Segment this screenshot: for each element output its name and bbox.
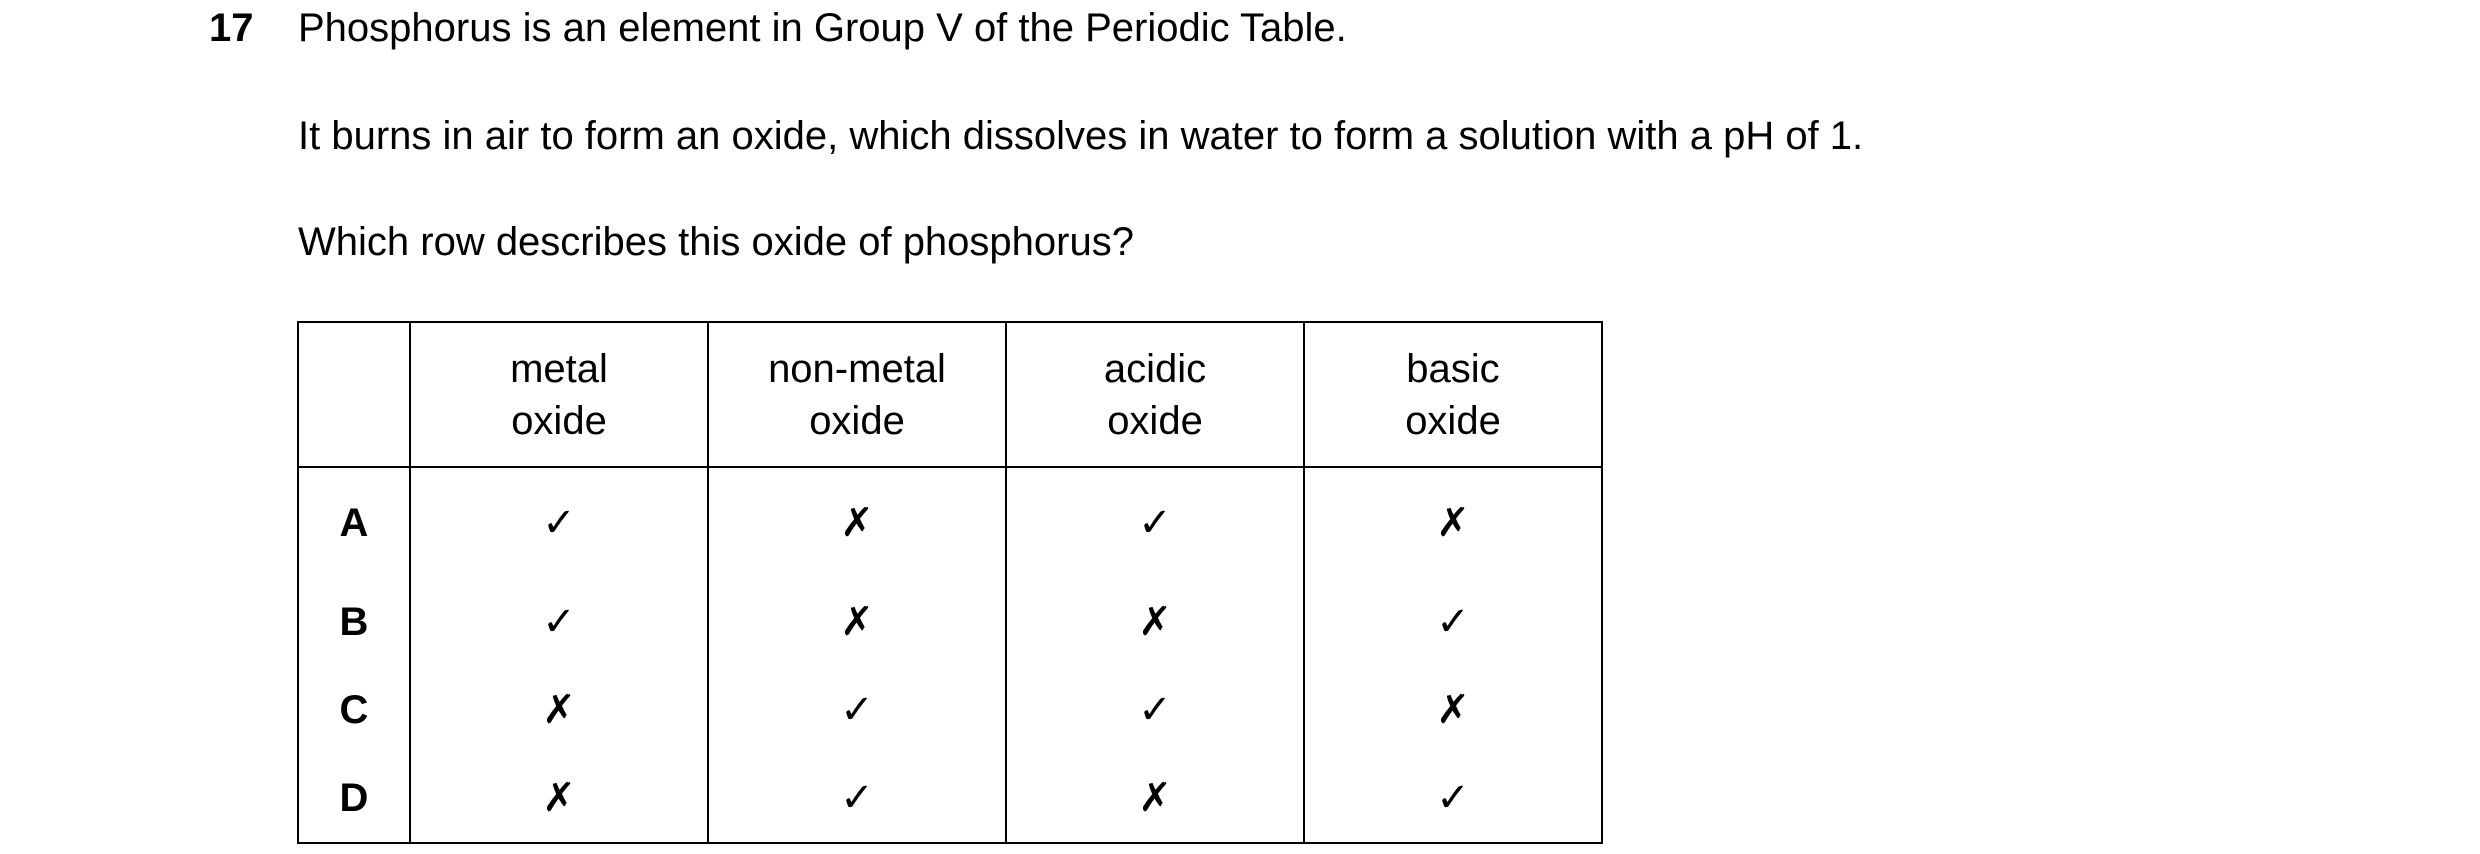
cross-icon: ✗ [410,666,708,754]
tick-icon: ✓ [1304,754,1602,843]
option-row-d [298,754,1602,843]
header-line: metal [510,346,608,391]
question-prompt: Which row describes this oxide of phosphorus? [298,220,1134,264]
row-label: A [298,467,410,578]
corner-cell [298,322,410,467]
cross-icon: ✗ [708,578,1006,666]
question-line-2: It burns in air to form an oxide, which dissolves in water to form a solution with a pH of 1. [298,114,1864,158]
header-basic-oxide [1304,322,1602,467]
cross-icon: ✗ [1006,578,1304,666]
header-metal-oxide [410,322,708,467]
tick-icon: ✓ [708,754,1006,843]
header-line: acidic [1103,346,1207,391]
cross-icon: ✗ [1006,754,1304,843]
option-row-b [298,578,1602,666]
question-line-1: Phosphorus is an element in Group V of the Periodic Table. [298,6,1347,50]
cross-icon: ✗ [1304,666,1602,754]
tick-icon: ✓ [708,666,1006,754]
tick-icon: ✓ [1006,666,1304,754]
header-line: oxide [1405,398,1501,443]
header-row [298,322,1602,467]
row-label: D [298,754,410,843]
option-row-c [298,666,1602,754]
option-row-a [298,467,1602,578]
header-line: oxide [809,398,905,443]
tick-icon: ✓ [410,578,708,666]
header-non-metal-oxide [708,322,1006,467]
cross-icon: ✗ [410,754,708,843]
row-label: C [298,666,410,754]
tick-icon: ✓ [1006,467,1304,578]
header-line: oxide [1107,398,1203,443]
question-number: 17 [209,6,254,50]
cross-icon: ✗ [1304,467,1602,578]
header-line: basic [1406,346,1500,391]
header-acidic-oxide [1006,322,1304,467]
tick-icon: ✓ [1304,578,1602,666]
options-table [297,321,1603,844]
tick-icon: ✓ [410,467,708,578]
header-line: oxide [511,398,607,443]
header-line: non-metal [768,346,946,391]
row-label: B [298,578,410,666]
cross-icon: ✗ [708,467,1006,578]
